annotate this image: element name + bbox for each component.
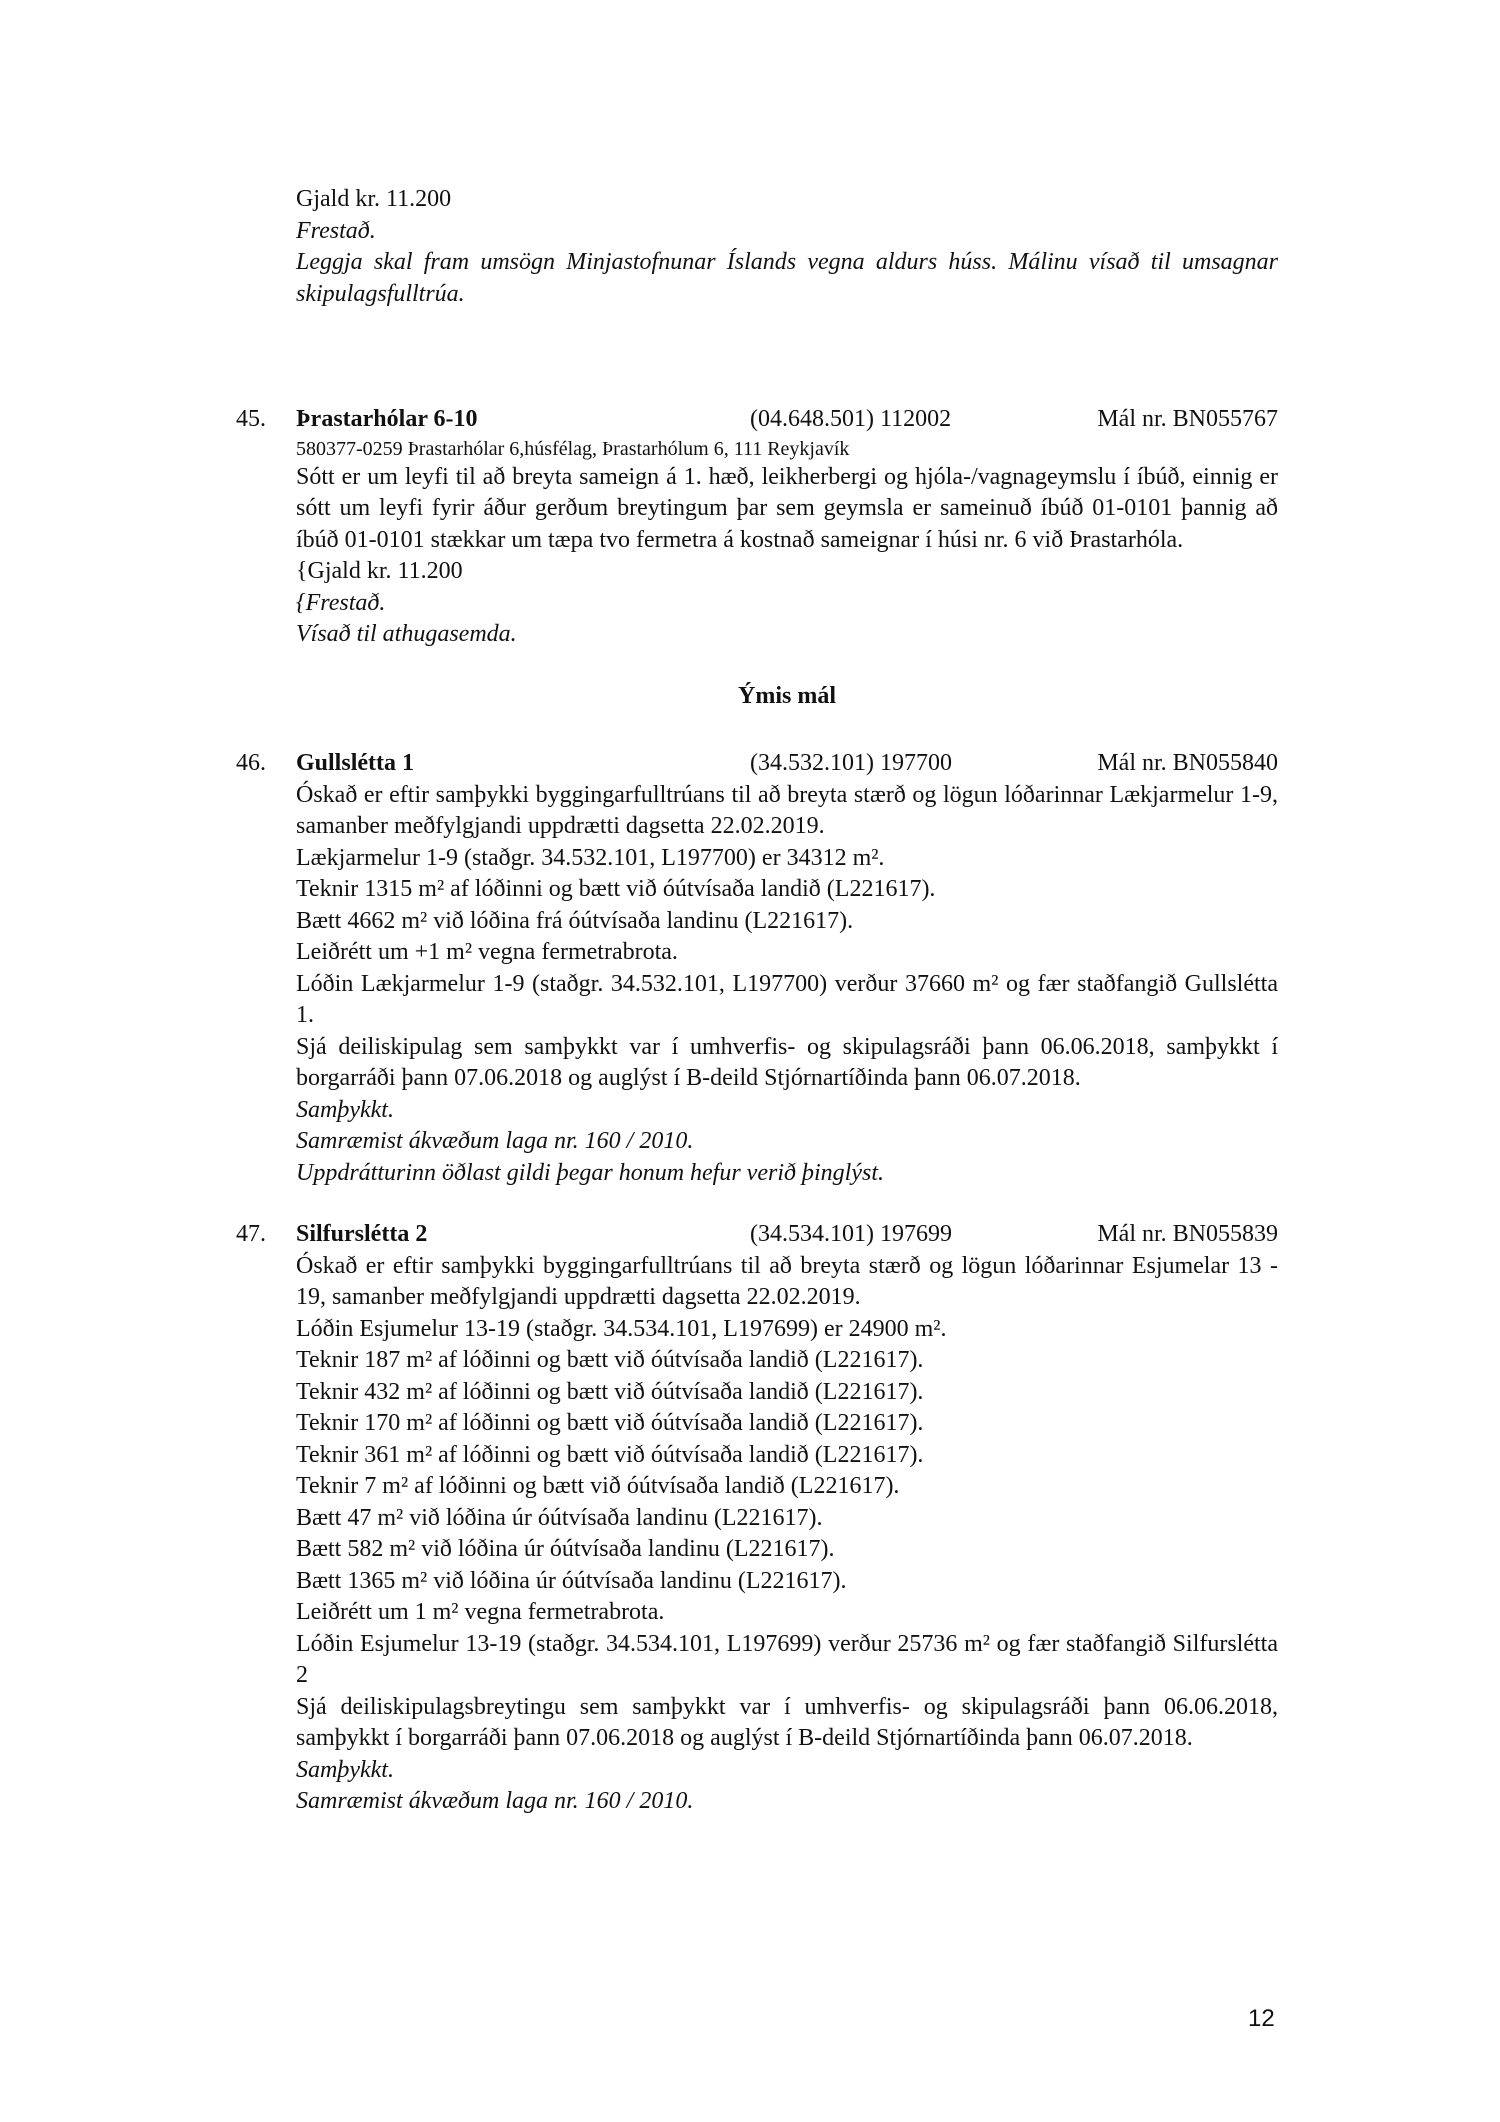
text-line: Teknir 361 m² af lóðinni og bætt við óútvísaða landið (L221617). <box>296 1441 924 1468</box>
item-header <box>296 1219 1278 1251</box>
page-number: 12 <box>1248 2005 1275 2032</box>
note-line: Samræmist ákvæðum laga nr. 160 / 2010. <box>296 1128 694 1154</box>
case-item-45 <box>236 404 1278 651</box>
request-paragraph: Óskað er eftir samþykki byggingarfulltrúans til að breyta stærð og lögun lóðarinnar Esjumelar 13 - 19, samanber meðfylgjandi uppdrætti dagsetta 22.02.2019. <box>296 1252 1278 1310</box>
item-number: 46. <box>236 750 266 776</box>
text-line: Bætt 582 m² við lóðina úr óútvísaða landinu (L221617). <box>296 1536 835 1562</box>
item-header <box>296 404 1278 436</box>
fee-line: {Gjald kr. 11.200 <box>296 558 463 584</box>
text-line: Bætt 47 m² við lóðina úr óútvísaða landinu (L221617). <box>296 1504 823 1531</box>
case-number: Mál nr. BN055839 <box>1097 1221 1278 1247</box>
reference-paragraph: Sjá deiliskipulag sem samþykkt var í umhverfis- og skipulagsráði þann 06.06.2018, samþykkt í borgarráði þann 07.06.2018 og auglýst í B-deild Stjórnartíðinda þann 06.07.2018. <box>296 1033 1278 1091</box>
text-line: Leiðrétt um +1 m² vegna fermetrabrota. <box>296 939 678 965</box>
property-name: Gullslétta 1 <box>296 750 414 776</box>
note-line: Uppdrátturinn öðlast gildi þegar honum hefur verið þinglýst. <box>296 1159 884 1186</box>
fee-line: Gjald kr. 11.200 <box>296 186 452 212</box>
text-line: Teknir 432 m² af lóðinni og bætt við óútvísaða landið (L221617). <box>296 1378 924 1405</box>
text-line: Teknir 1315 m² af lóðinni og bætt við óútvísaða landið (L221617). <box>296 876 936 902</box>
note-line: Samræmist ákvæðum laga nr. 160 / 2010. <box>296 1788 694 1814</box>
previous-item-tail <box>296 184 1278 310</box>
case-number: Mál nr. BN055767 <box>1097 406 1278 432</box>
text-line: Lóðin Esjumelur 13-19 (staðgr. 34.534.101, L197699) er 24900 m². <box>296 1315 947 1342</box>
applicant-line: 580377-0259 Þrastarhólar 6,húsfélag, Þrastarhólum 6, 111 Reykjavík <box>296 437 850 460</box>
page-content <box>236 184 1278 1818</box>
result-paragraph: Lóðin Lækjarmelur 1-9 (staðgr. 34.532.101, L197700) verður 37660 m² og fær staðfangið Gullslétta 1. <box>296 970 1278 1028</box>
status-line: Samþykkt. <box>296 1756 394 1783</box>
reference-paragraph: Sjá deiliskipulagsbreytingu sem samþykkt var í umhverfis- og skipulagsráði þann 06.06.2018, samþykkt í borgarráði þann 07.06.2018 og auglýst í B-deild Stjórnartíðinda þann 06.07.2018. <box>296 1693 1278 1751</box>
property-code: (34.532.101) 197700 <box>750 750 952 776</box>
property-name: Þrastarhólar 6-10 <box>296 406 478 432</box>
status-line: Frestað. <box>296 217 376 244</box>
item-number: 45. <box>236 406 266 432</box>
request-paragraph: Óskað er eftir samþykki byggingarfulltrúans til að breyta stærð og lögun lóðarinnar Lækjarmelur 1-9, samanber meðfylgjandi uppdrætti dagsetta 22.02.2019. <box>296 781 1278 839</box>
item-header <box>296 748 1278 780</box>
description-paragraph: Sótt er um leyfi til að breyta sameign á 1. hæð, leikherbergi og hjóla-/vagnageymslu í íbúð, einnig er sótt um leyfi fyrir áður gerðum breytingum þar sem geymsla er sameinuð íbúð 01-0101 þannig að íbúð 01-0101 stækkar um tæpa tvo fermetra á kostnað sameignar í húsi nr. 6 við Þrastarhóla. <box>296 463 1278 553</box>
text-line: Leiðrétt um 1 m² vegna fermetrabrota. <box>296 1599 665 1625</box>
text-line: Teknir 187 m² af lóðinni og bætt við óútvísaða landið (L221617). <box>296 1347 924 1373</box>
note-line: Vísað til athugasemda. <box>296 621 517 647</box>
text-line: Teknir 7 m² af lóðinni og bætt við óútvísaða landið (L221617). <box>296 1473 900 1499</box>
property-code: (04.648.501) 112002 <box>750 406 952 432</box>
item-number: 47. <box>236 1221 266 1247</box>
status-line: {Frestað. <box>296 589 386 616</box>
status-line: Samþykkt. <box>296 1096 394 1123</box>
text-line: Bætt 4662 m² við lóðina frá óútvísaða landinu (L221617). <box>296 907 854 934</box>
text-line: Bætt 1365 m² við lóðina úr óútvísaða landinu (L221617). <box>296 1567 847 1594</box>
text-line: Teknir 170 m² af lóðinni og bætt við óútvísaða landið (L221617). <box>296 1410 924 1436</box>
property-code: (34.534.101) 197699 <box>750 1221 952 1247</box>
case-item-47 <box>236 1219 1278 1818</box>
property-name: Silfurslétta 2 <box>296 1221 428 1247</box>
case-number: Mál nr. BN055840 <box>1097 750 1278 776</box>
note-paragraph: Leggja skal fram umsögn Minjastofnunar Íslands vegna aldurs húss. Málinu vísað til umsagnar skipulagsfulltrúa. <box>296 249 1278 307</box>
case-item-46 <box>236 748 1278 1189</box>
section-title: Ýmis mál <box>738 682 836 709</box>
text-line: Lækjarmelur 1-9 (staðgr. 34.532.101, L197700) er 34312 m². <box>296 844 885 871</box>
result-paragraph: Lóðin Esjumelur 13-19 (staðgr. 34.534.101, L197699) verður 25736 m² og fær staðfangið Silfurslétta 2 <box>296 1630 1278 1688</box>
